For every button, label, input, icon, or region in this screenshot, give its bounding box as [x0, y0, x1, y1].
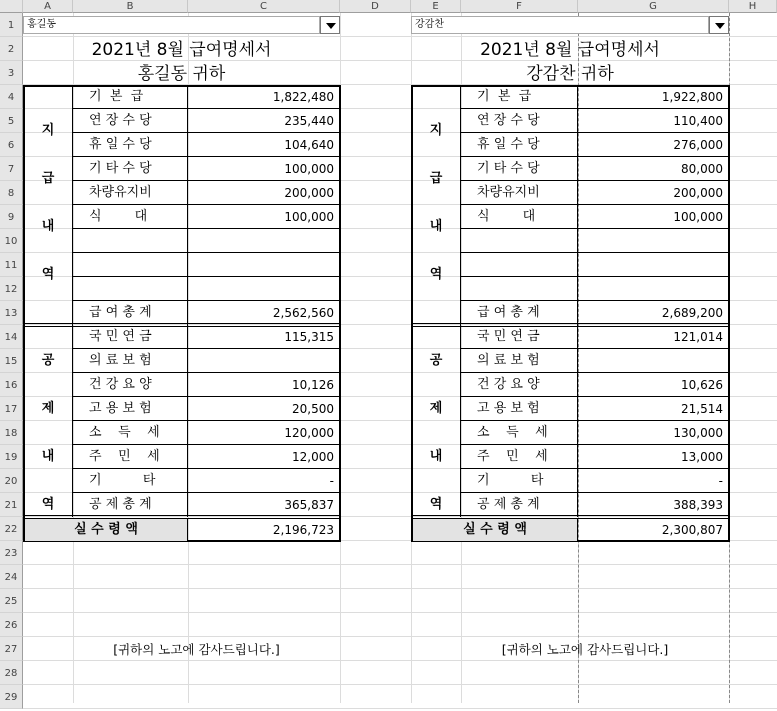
deduction-item-label: 주 민 세	[73, 445, 188, 469]
net-pay-label: 실 수 령 액	[25, 519, 188, 541]
deduction-total-value[interactable]: 365,837	[284, 498, 334, 512]
row-header[interactable]: 9	[0, 205, 23, 229]
pay-item-label	[461, 253, 578, 277]
pay-item-label: 차량유지비	[461, 181, 578, 205]
row-header[interactable]: 1	[0, 13, 23, 37]
row-header[interactable]: 8	[0, 181, 23, 205]
deduction-item-label: 고 용 보 험	[461, 397, 578, 421]
column-header[interactable]: G	[578, 0, 729, 13]
pay-item-label: 식 대	[461, 205, 578, 229]
deduction-item-label: 국 민 연 금	[461, 325, 578, 349]
dropdown-button[interactable]	[320, 16, 340, 34]
deduction-item-value[interactable]: 115,315	[188, 325, 340, 349]
pay-item-value[interactable]	[578, 229, 729, 253]
thanks-message: [귀하의 노고에 감사드립니다.]	[113, 642, 280, 657]
row-header[interactable]: 22	[0, 517, 23, 541]
row-header[interactable]: 23	[0, 541, 23, 565]
pay-item-label: 휴 일 수 당	[73, 133, 188, 157]
deduction-item-label: 소 득 세	[73, 421, 188, 445]
deduction-item-label: 의 료 보 험	[73, 349, 188, 373]
row-header[interactable]: 21	[0, 493, 23, 517]
deduction-item-label: 주 민 세	[461, 445, 578, 469]
pay-item-value[interactable]	[188, 253, 340, 277]
pay-item-label	[73, 253, 188, 277]
deduction-item-value[interactable]: 10,626	[578, 373, 729, 397]
deduction-section-label: 제	[41, 401, 55, 416]
deduction-item-value[interactable]: 13,000	[578, 445, 729, 469]
payslip-title: 2021년 8월 급여명세서	[91, 40, 272, 60]
pay-section-label: 급	[429, 171, 443, 186]
pay-item-label	[461, 229, 578, 253]
row-header[interactable]: 26	[0, 613, 23, 637]
pay-section-label: 지	[41, 123, 55, 138]
deduction-item-label: 건 강 요 양	[461, 373, 578, 397]
deduction-item-value[interactable]: 130,000	[578, 421, 729, 445]
pay-section-label: 역	[41, 267, 55, 282]
row-header[interactable]: 17	[0, 397, 23, 421]
grid-line-horizontal	[23, 708, 777, 709]
column-header[interactable]: E	[411, 0, 461, 13]
deduction-item-label: 소 득 세	[461, 421, 578, 445]
deduction-section-label: 공	[429, 353, 443, 368]
deduction-item-label: 기 타	[461, 469, 578, 493]
dropdown-button[interactable]	[709, 16, 729, 34]
deduction-item-value[interactable]: -	[578, 469, 729, 493]
select-all-corner[interactable]	[0, 0, 23, 13]
grid-line-horizontal	[23, 588, 777, 589]
pay-item-label	[73, 277, 188, 301]
deduction-item-label: 고 용 보 험	[73, 397, 188, 421]
deduction-item-value[interactable]: 20,500	[188, 397, 340, 421]
row-header[interactable]: 27	[0, 637, 23, 661]
deduction-item-value[interactable]: 12,000	[188, 445, 340, 469]
pay-item-value[interactable]: 1,922,800	[578, 85, 729, 109]
column-header[interactable]: B	[73, 0, 188, 13]
pay-section-label: 역	[429, 267, 443, 282]
pay-item-value[interactable]: 200,000	[188, 181, 340, 205]
column-header[interactable]: H	[729, 0, 777, 13]
pay-item-value[interactable]	[188, 277, 340, 301]
row-header[interactable]: 24	[0, 565, 23, 589]
pay-item-label: 연 장 수 당	[73, 109, 188, 133]
recipient-name: 홍길동 귀하	[137, 64, 226, 84]
column-header[interactable]: C	[188, 0, 340, 13]
grid-line-horizontal	[23, 612, 777, 613]
column-header[interactable]: A	[23, 0, 73, 13]
deduction-item-label: 국 민 연 금	[73, 325, 188, 349]
row-header[interactable]: 20	[0, 469, 23, 493]
pay-item-value[interactable]: 200,000	[578, 181, 729, 205]
net-pay-value[interactable]: 2,300,807	[661, 523, 723, 537]
pay-total-value[interactable]: 2,689,200	[661, 306, 723, 320]
row-header[interactable]: 11	[0, 253, 23, 277]
row-header[interactable]: 29	[0, 685, 23, 709]
pay-item-value[interactable]	[578, 277, 729, 301]
deduction-total-label: 공 제 총 계	[461, 493, 578, 517]
column-header[interactable]: F	[461, 0, 578, 13]
deduction-item-value[interactable]: -	[188, 469, 340, 493]
row-header[interactable]: 6	[0, 133, 23, 157]
pay-section-label: 내	[41, 219, 55, 234]
pay-item-label: 기 타 수 당	[73, 157, 188, 181]
grid-line-horizontal	[23, 684, 777, 685]
pay-item-label: 기 본 급	[461, 85, 578, 109]
row-header[interactable]: 25	[0, 589, 23, 613]
pay-item-value[interactable]: 100,000	[188, 205, 340, 229]
employee-select[interactable]: 강감찬	[411, 16, 709, 34]
pay-total-label: 급 여 총 계	[73, 301, 188, 325]
pay-item-value[interactable]: 104,640	[188, 133, 340, 157]
row-header[interactable]: 28	[0, 661, 23, 685]
deduction-item-value[interactable]	[578, 349, 729, 373]
deduction-section-label: 제	[429, 401, 443, 416]
deduction-total-label: 공 제 총 계	[73, 493, 188, 517]
pay-section-label: 내	[429, 219, 443, 234]
pay-item-label: 휴 일 수 당	[461, 133, 578, 157]
payslip-title: 2021년 8월 급여명세서	[480, 40, 660, 60]
deduction-item-label: 건 강 요 양	[73, 373, 188, 397]
row-header[interactable]: 15	[0, 349, 23, 373]
pay-item-value[interactable]: 110,400	[578, 109, 729, 133]
pay-total-value[interactable]: 2,562,560	[272, 306, 334, 320]
net-pay-value[interactable]: 2,196,723	[272, 523, 334, 537]
deduction-item-value[interactable]: 120,000	[188, 421, 340, 445]
deduction-section-label: 역	[429, 497, 443, 512]
deduction-item-label: 의 료 보 험	[461, 349, 578, 373]
deduction-total-value[interactable]: 388,393	[673, 498, 723, 512]
row-header[interactable]: 2	[0, 37, 23, 61]
deduction-item-value[interactable]: 21,514	[578, 397, 729, 421]
row-header[interactable]: 18	[0, 421, 23, 445]
net-pay-label: 실 수 령 액	[413, 519, 578, 541]
deduction-section-label: 내	[41, 449, 55, 464]
row-header[interactable]: 13	[0, 301, 23, 325]
pay-item-label: 기 본 급	[73, 85, 188, 109]
pay-item-label	[73, 229, 188, 253]
row-header[interactable]: 12	[0, 277, 23, 301]
row-header[interactable]: 10	[0, 229, 23, 253]
pay-item-value[interactable]	[188, 229, 340, 253]
pay-section-label: 지	[429, 123, 443, 138]
row-header[interactable]: 14	[0, 325, 23, 349]
row-header[interactable]: 16	[0, 373, 23, 397]
deduction-item-value[interactable]: 10,126	[188, 373, 340, 397]
row-header[interactable]: 3	[0, 61, 23, 85]
recipient-name: 강감찬 귀하	[526, 64, 614, 84]
row-header[interactable]: 5	[0, 109, 23, 133]
deduction-section-label: 공	[41, 353, 55, 368]
row-header[interactable]: 4	[0, 85, 23, 109]
pay-item-label: 연 장 수 당	[461, 109, 578, 133]
pay-item-value[interactable]	[578, 253, 729, 277]
pay-item-value[interactable]: 80,000	[578, 157, 729, 181]
grid-line-horizontal	[23, 564, 777, 565]
pay-item-label: 기 타 수 당	[461, 157, 578, 181]
pay-item-label: 차량유지비	[73, 181, 188, 205]
row-header[interactable]: 19	[0, 445, 23, 469]
pay-section-label: 급	[41, 171, 55, 186]
deduction-item-value[interactable]: 121,014	[578, 325, 729, 349]
pay-item-value[interactable]: 276,000	[578, 133, 729, 157]
thanks-message: [귀하의 노고에 감사드립니다.]	[501, 642, 669, 657]
deduction-section-label: 내	[429, 449, 443, 464]
row-header[interactable]: 7	[0, 157, 23, 181]
pay-item-value[interactable]: 100,000	[578, 205, 729, 229]
column-header[interactable]: D	[340, 0, 411, 13]
deduction-section-label: 역	[41, 497, 55, 512]
pay-item-value[interactable]: 235,440	[188, 109, 340, 133]
pay-total-label: 급 여 총 계	[461, 301, 578, 325]
pay-item-label	[461, 277, 578, 301]
pay-item-label: 식 대	[73, 205, 188, 229]
deduction-item-value[interactable]	[188, 349, 340, 373]
deduction-item-label: 기 타	[73, 469, 188, 493]
pay-item-value[interactable]: 1,822,480	[188, 85, 340, 109]
pay-item-value[interactable]: 100,000	[188, 157, 340, 181]
employee-select[interactable]: 홍길동	[23, 16, 320, 34]
